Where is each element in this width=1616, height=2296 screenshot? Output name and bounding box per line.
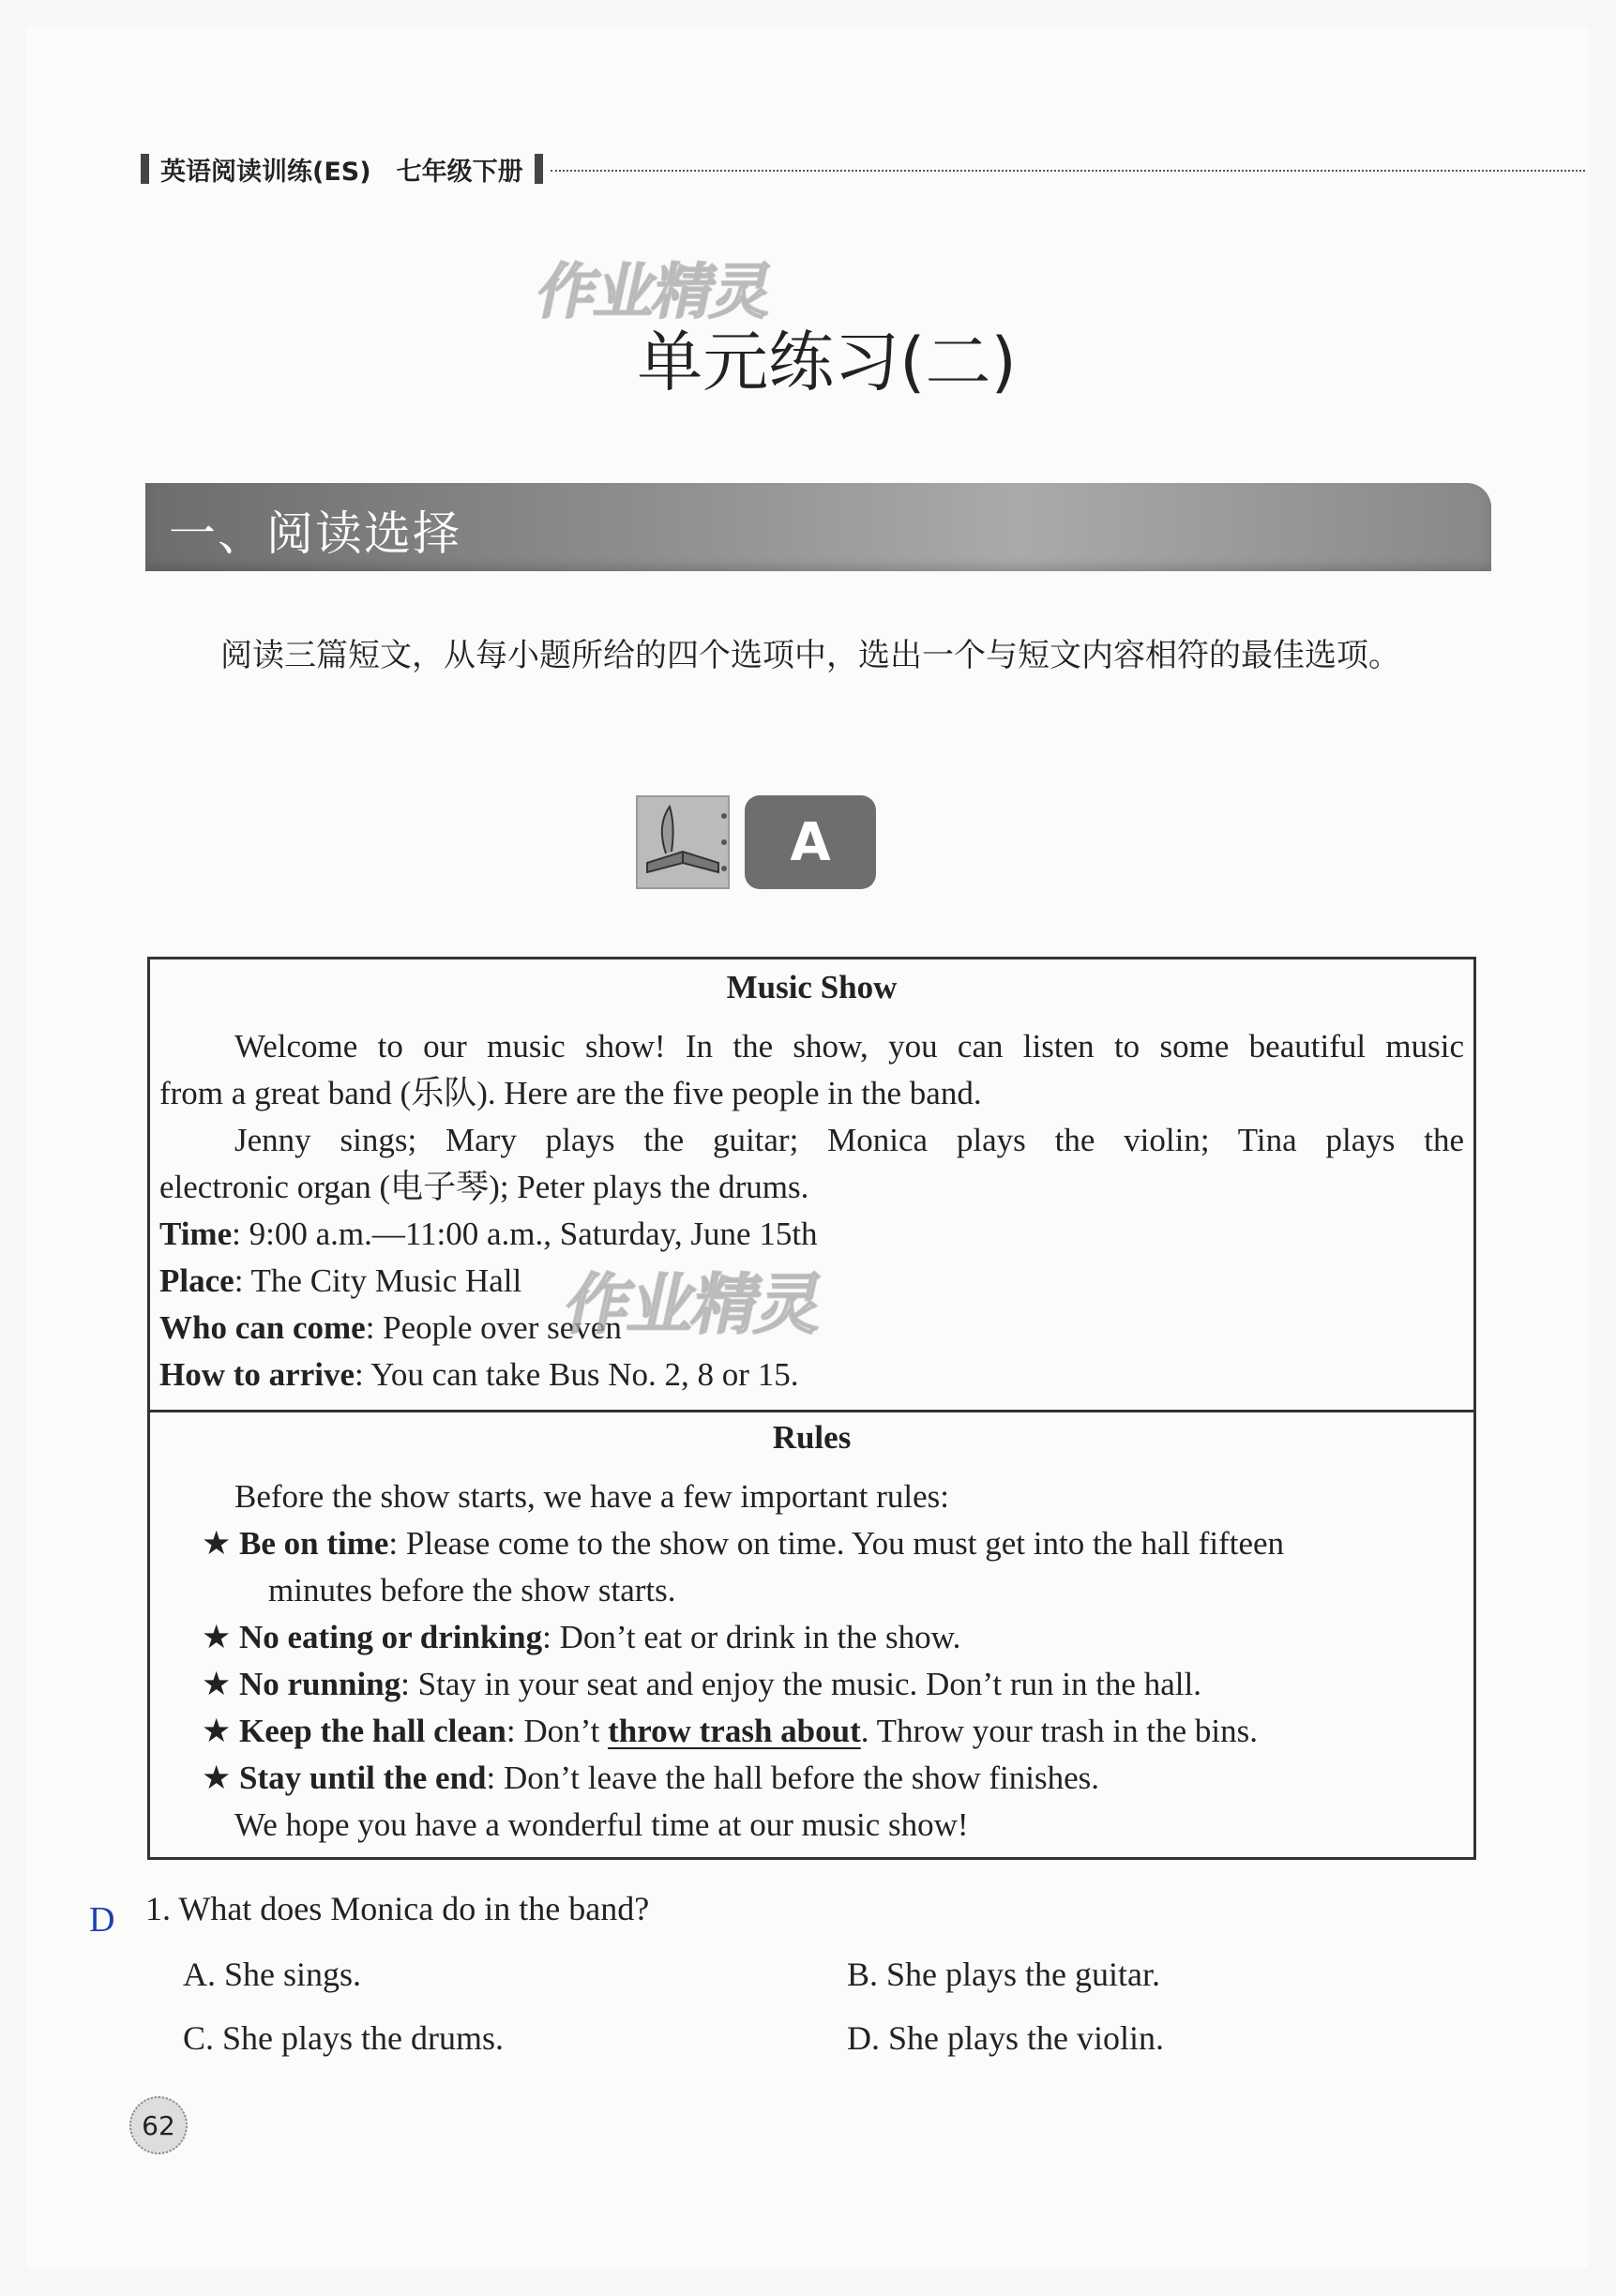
section-instruction: 阅读三篇短文，从每小题所给的四个选项中，选出一个与短文内容相符的最佳选项。: [220, 637, 1400, 674]
passage-letter: A: [745, 795, 876, 889]
option-d[interactable]: D. She plays the violin.: [847, 2019, 1164, 2057]
option-b[interactable]: B. She plays the guitar.: [847, 1956, 1160, 1993]
rule3-text: : Stay in your seat and enjoy the music. Don’t run in the hall.: [400, 1666, 1201, 1702]
rule4-text-b: . Throw your trash in the bins.: [860, 1713, 1258, 1749]
para2-line2: electronic organ (电子琴); Peter plays the drums.: [159, 1169, 809, 1205]
passage-badge: [636, 795, 880, 889]
closing-line: We hope you have a wonderful time at our music show!: [234, 1806, 969, 1843]
running-head-dotted-rule: [551, 170, 1585, 172]
time-label: Time: [159, 1216, 233, 1252]
section-label: 一、阅读选择: [169, 506, 461, 561]
rule4-label: Keep the hall clean: [239, 1713, 506, 1749]
running-head: [141, 150, 1585, 188]
running-head-bar-left: [141, 154, 149, 184]
rule1-text: : Please come to the show on time. You must get into the hall fifteen: [388, 1525, 1285, 1562]
who-value: : People over seven: [365, 1309, 622, 1346]
option-a[interactable]: A. She sings.: [183, 1956, 362, 1993]
section-banner: [145, 483, 1491, 571]
place-value: : The City Music Hall: [234, 1262, 522, 1299]
star-icon: ★: [202, 1666, 232, 1702]
page-number: 62: [129, 2096, 188, 2154]
place-label: Place: [159, 1262, 234, 1299]
rule4-text-a: : Don’t: [506, 1713, 609, 1749]
rule-2: [202, 1614, 1464, 1661]
rule3-label: No running: [239, 1666, 401, 1702]
passage-box: [147, 957, 1476, 1860]
rule2-label: No eating or drinking: [239, 1619, 543, 1655]
rule5-label: Stay until the end: [239, 1760, 487, 1796]
rule-1-continued: minutes before the show starts.: [268, 1572, 676, 1609]
rule-4: [202, 1708, 1464, 1755]
running-head-bar-right: [535, 154, 543, 184]
rule2-text: : Don’t eat or drink in the show.: [542, 1619, 961, 1655]
unit-title: 单元练习(二): [637, 324, 1017, 400]
passage-title: Music Show: [726, 969, 898, 1005]
who-label: Who can come: [159, 1309, 366, 1346]
option-c[interactable]: C. She plays the drums.: [183, 2019, 504, 2057]
rule-1: [202, 1520, 1464, 1567]
book-quill-icon: [636, 795, 730, 889]
rule4-underlined-term: throw trash about: [608, 1713, 861, 1749]
star-icon: ★: [202, 1760, 232, 1796]
rules-intro: Before the show starts, we have a few important rules:: [234, 1478, 949, 1515]
rules-title: Rules: [772, 1419, 852, 1456]
para1-line2: from a great band (乐队). Here are the five people in the band.: [159, 1075, 982, 1111]
how-value: : You can take Bus No. 2, 8 or 15.: [354, 1356, 799, 1393]
star-icon: ★: [202, 1619, 232, 1655]
question-1-stem: 1. What does Monica do in the band?: [145, 1890, 650, 1927]
watermark-top: 作业精灵: [530, 258, 778, 327]
info-how: [159, 1352, 1464, 1398]
info-time: [159, 1211, 1464, 1258]
star-icon: ★: [202, 1525, 232, 1562]
running-head-text: 英语阅读训练(ES) 七年级下册: [160, 157, 523, 187]
rule-5: [202, 1755, 1464, 1802]
time-value: : 9:00 a.m.—11:00 a.m., Saturday, June 15th: [232, 1216, 818, 1252]
star-icon: ★: [202, 1713, 232, 1749]
rule5-text: : Don’t leave the hall before the show finishes.: [486, 1760, 1100, 1796]
how-label: How to arrive: [159, 1356, 355, 1393]
para2-line1: Jenny sings; Mary plays the guitar; Monica plays the violin; Tina plays the: [234, 1122, 1464, 1158]
rule1-label: Be on time: [239, 1525, 389, 1562]
handwritten-answer: D: [89, 1900, 115, 1940]
para1-line1: Welcome to our music show! In the show, you can listen to some beautiful music: [234, 1028, 1464, 1065]
watermark-middle: 作业精灵: [558, 1266, 830, 1343]
box-divider: [150, 1410, 1473, 1412]
rule-3: [202, 1661, 1464, 1708]
